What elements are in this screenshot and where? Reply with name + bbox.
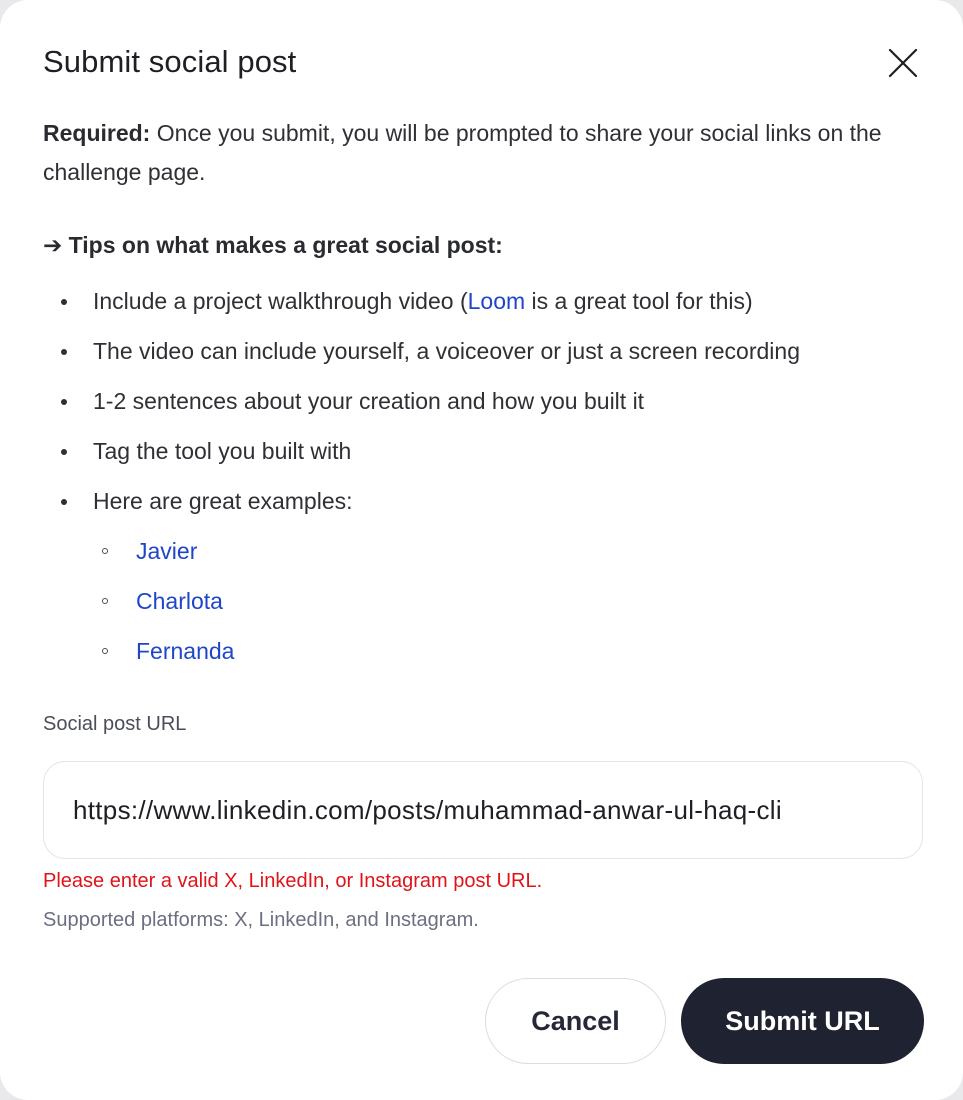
submit-url-button[interactable]: Submit URL [681,978,924,1064]
close-button[interactable] [880,40,926,86]
tip-text: is a great tool for this) [525,288,753,314]
example-item [0,632,963,682]
dialog-title: Submit social post [43,44,297,79]
tip-text: Tag the tool you built with [93,438,352,464]
tip-item [0,382,963,432]
example-link-javier[interactable]: Javier [136,538,198,564]
tip-text: Include a project walkthrough video ( [93,288,468,314]
social-post-url-input[interactable] [43,761,923,859]
required-notice [43,114,913,192]
tips-list [0,282,963,682]
tip-item [0,282,963,332]
tip-item [0,432,963,482]
bullet [61,299,67,305]
bullet [61,399,67,405]
tip-text: The video can include yourself, a voiceover or just a screen recording [93,338,800,364]
circle-bullet [102,648,108,654]
tips-heading: ➔ Tips on what makes a great social post: [43,232,503,258]
tip-text: 1-2 sentences about your creation and how you built it [93,388,645,414]
bullet [61,499,67,505]
tip-item [0,332,963,382]
example-link-charlota[interactable]: Charlota [136,588,223,614]
loom-link[interactable]: Loom [467,288,526,314]
bullet [61,449,67,455]
supported-platforms-hint: Supported platforms: X, LinkedIn, and Instagram. [43,909,479,931]
tip-text: Here are great examples: [93,488,353,514]
example-item [0,532,963,582]
cancel-button[interactable]: Cancel [485,978,666,1064]
close-icon [888,48,918,78]
example-item [0,582,963,632]
circle-bullet [102,548,108,554]
required-label: Required: [43,120,151,146]
social-post-url-label: Social post URL [43,713,187,735]
tip-item [0,482,963,532]
error-message: Please enter a valid X, LinkedIn, or Instagram post URL. [43,870,543,892]
example-link-fernanda[interactable]: Fernanda [136,638,235,664]
circle-bullet [102,598,108,604]
required-text: Once you submit, you will be prompted to share your social links on the challenge page. [43,120,882,185]
bullet [61,349,67,355]
